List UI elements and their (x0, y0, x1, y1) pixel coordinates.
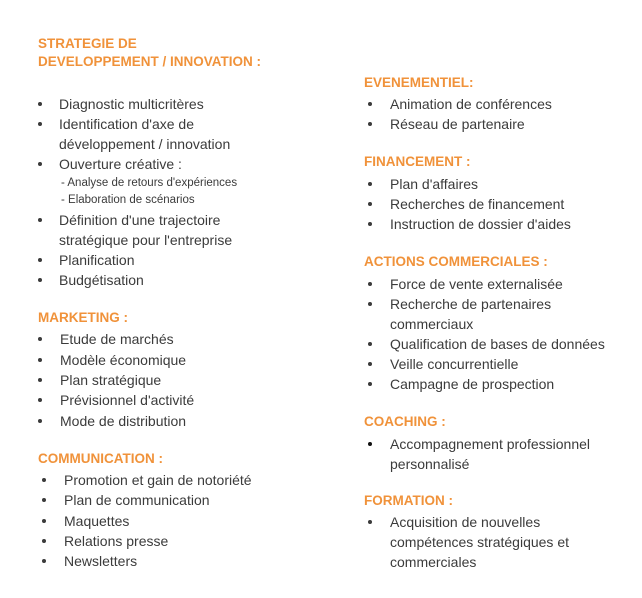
list-item: Qualification de bases de données (390, 336, 605, 352)
list-item: Recherches de financement (390, 196, 565, 212)
list-item: Newsletters (64, 553, 138, 569)
marketing-heading: MARKETING : (38, 310, 128, 325)
sub-list-item: - Analyse de retours d'expériences (61, 177, 238, 189)
list-item: Instruction de dossier d'aides (390, 216, 571, 232)
list-item-continuation: développement / innovation (59, 136, 231, 152)
actions-commerciales-heading: ACTIONS COMMERCIALES : (364, 254, 548, 269)
bullet-icon (38, 218, 42, 222)
list-item: Animation de conférences (390, 96, 552, 112)
list-item: Modèle économique (60, 352, 187, 368)
strategie-heading-line2: DEVELOPPEMENT / INNOVATION : (38, 54, 262, 69)
bullet-icon (38, 162, 42, 166)
list-item: Recherche de partenaires (390, 296, 552, 312)
list-item: Réseau de partenaire (390, 116, 525, 132)
list-item: Plan d'affaires (390, 176, 479, 192)
list-item: Budgétisation (59, 272, 144, 288)
bullet-icon (38, 258, 42, 262)
list-item: Campagne de prospection (390, 376, 555, 392)
bullet-icon (42, 519, 46, 523)
list-item-continuation: commerciales (390, 554, 477, 570)
bullet-icon (38, 419, 42, 423)
list-item: Planification (59, 252, 135, 268)
bullet-icon (38, 358, 42, 362)
list-item: Définition d'une trajectoire (59, 212, 221, 228)
list-item: Etude de marchés (60, 331, 174, 347)
list-item: Promotion et gain de notoriété (64, 472, 252, 488)
list-item: Mode de distribution (60, 413, 187, 429)
bullet-icon (368, 202, 372, 206)
formation-heading: FORMATION : (364, 493, 453, 508)
bullet-icon (38, 122, 42, 126)
bullet-icon (368, 520, 372, 524)
bullet-icon (368, 382, 372, 386)
bullet-icon (368, 102, 372, 106)
financement-heading: FINANCEMENT : (364, 154, 471, 169)
bullet-icon (368, 222, 372, 226)
sub-list-item: - Elaboration de scénarios (61, 194, 195, 206)
bullet-icon (368, 282, 372, 286)
bullet-icon (42, 539, 46, 543)
list-item-continuation: stratégique pour l'entreprise (59, 232, 233, 248)
bullet-icon (368, 302, 372, 306)
bullet-icon (38, 378, 42, 382)
coaching-heading: COACHING : (364, 414, 446, 429)
list-item-continuation: compétences stratégiques et (390, 534, 569, 550)
bullet-icon (38, 278, 42, 282)
bullet-icon (42, 559, 46, 563)
strategie-heading-line1: STRATEGIE DE (38, 36, 137, 51)
bullet-icon (42, 478, 46, 482)
list-item: Relations presse (64, 533, 169, 549)
list-item: Diagnostic multicritères (59, 96, 204, 112)
bullet-icon (368, 362, 372, 366)
bullet-icon (42, 498, 46, 502)
list-item: Veille concurrentielle (390, 356, 519, 372)
bullet-icon (368, 342, 372, 346)
list-item: Prévisionnel d'activité (60, 392, 195, 408)
bullet-icon (368, 442, 372, 446)
list-item: Maquettes (64, 513, 130, 529)
evenementiel-heading: EVENEMENTIEL: (364, 75, 474, 90)
list-item-continuation: commerciaux (390, 316, 474, 332)
communication-heading: COMMUNICATION : (38, 451, 163, 466)
list-item: Acquisition de nouvelles (390, 514, 541, 530)
bullet-icon (38, 102, 42, 106)
list-item: Plan de communication (64, 492, 210, 508)
list-item: Ouverture créative : (59, 156, 182, 172)
list-item-continuation: personnalisé (390, 456, 470, 472)
bullet-icon (368, 122, 372, 126)
bullet-icon (38, 398, 42, 402)
list-item: Plan stratégique (60, 372, 162, 388)
bullet-icon (368, 182, 372, 186)
list-item: Identification d'axe de (59, 116, 194, 132)
list-item: Accompagnement professionnel (390, 436, 591, 452)
list-item: Force de vente externalisée (390, 276, 563, 292)
bullet-icon (38, 337, 42, 341)
